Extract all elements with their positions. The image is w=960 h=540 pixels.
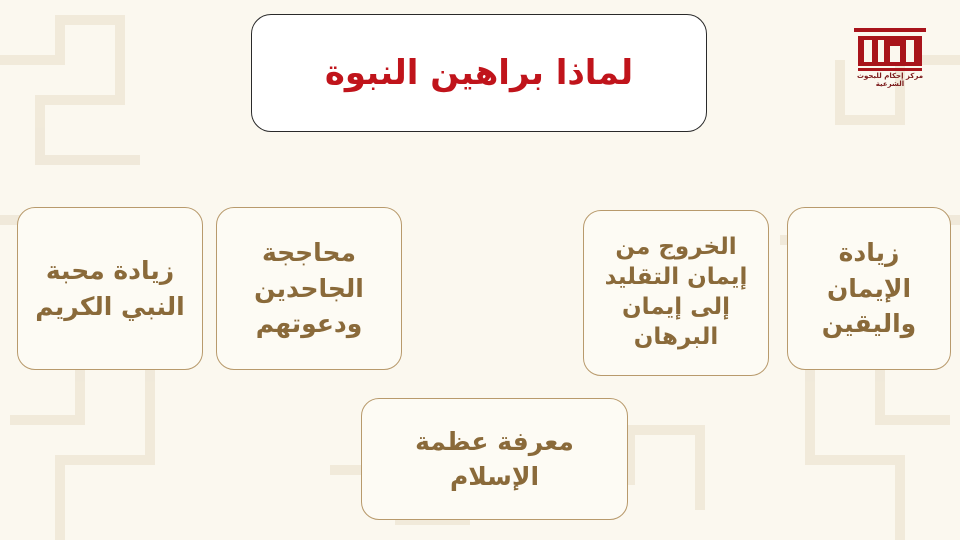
card-islam-greatness[interactable] [361, 398, 628, 520]
card-love-prophet[interactable] [17, 207, 203, 370]
card-increase-faith[interactable] [787, 207, 951, 370]
card-argue-deniers-label: محاججة الجاحدين ودعوتهم [254, 238, 364, 339]
logo [850, 24, 930, 94]
card-islam-greatness-label: معرفة عظمة الإسلام [415, 426, 574, 491]
card-increase-faith-label: زيادة الإيمان واليقين [821, 238, 917, 339]
logo-subtitle: مركز إحكام للبحوث الشرعية [856, 72, 924, 88]
card-love-prophet-label: زيادة محبة النبي الكريم [35, 256, 185, 321]
page-title: لماذا براهين النبوة [324, 53, 634, 93]
card-argue-deniers[interactable] [216, 207, 402, 370]
title-box [251, 14, 707, 132]
card-exit-imitation-label: الخروج من إيمان التقليد إلى إيمان البرهان [604, 234, 748, 350]
card-exit-imitation[interactable] [583, 210, 769, 376]
